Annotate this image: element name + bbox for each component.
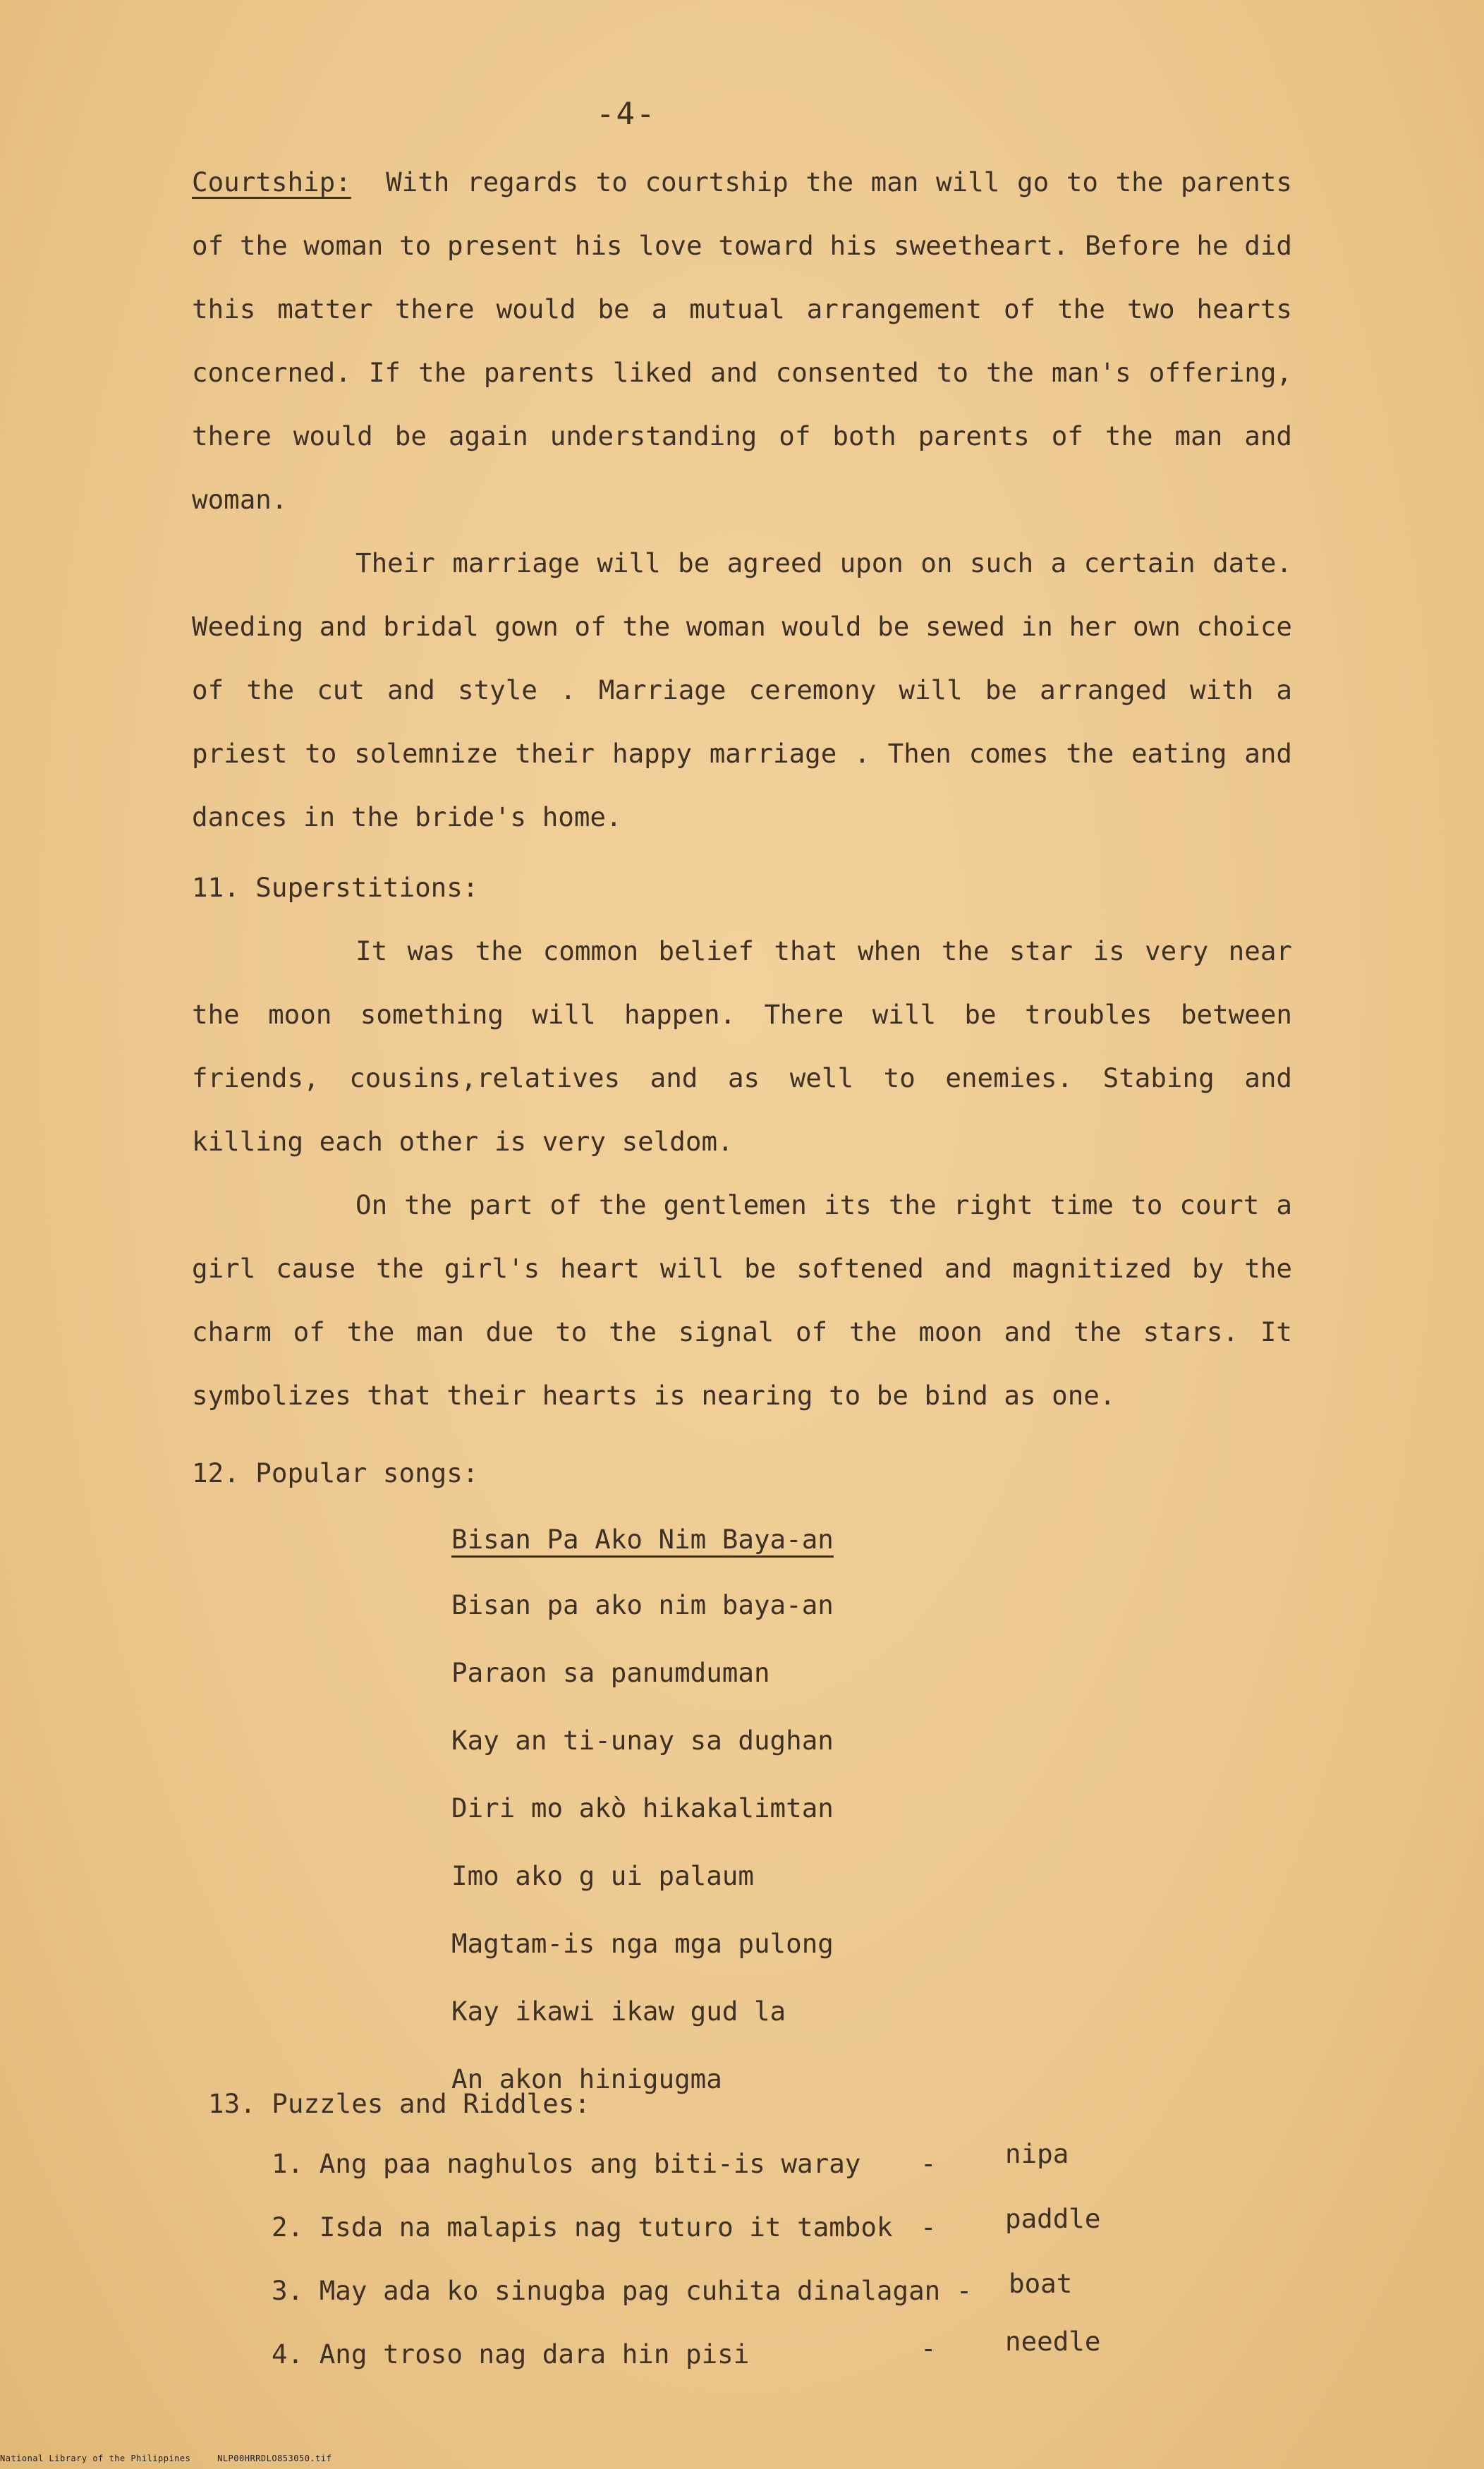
song-line: Kay an ti-unay sa dughan	[451, 1725, 834, 1756]
riddle-dash: -	[920, 2333, 937, 2364]
riddle-answer: boat	[1009, 2268, 1073, 2299]
superstitions-paragraph-1: It was the common belief that when the star is very near the moon something will happen. There will be troubles between friends, cousins,relatives and as well to enemies. Stabing and killing each other is very seldom.	[192, 935, 1292, 1157]
footer-institution: National Library of the Philippines	[0, 2453, 191, 2463]
footer-filename: NLP00HRRDLO853050.tif	[217, 2453, 332, 2463]
riddle-answer: needle	[1005, 2326, 1101, 2357]
riddle-dash: -	[920, 2148, 937, 2179]
superstitions-heading: 11. Superstitions:	[192, 872, 479, 903]
song-lyrics	[451, 1571, 834, 2113]
riddles-heading: 13. Puzzles and Riddles:	[208, 2088, 590, 2119]
song-line: Kay ikawi ikaw gud la	[451, 1996, 786, 2027]
riddle-question: 1. Ang paa naghulos ang biti-is waray	[272, 2148, 861, 2179]
song-line: Bisan pa ako nim baya-an	[451, 1589, 834, 1620]
riddle-answer: paddle	[1005, 2203, 1101, 2234]
riddle-dash: -	[920, 2212, 937, 2243]
riddle-question: 2. Isda na malapis nag tuturo it tambok	[272, 2212, 893, 2243]
song-line: Magtam-is nga mga pulong	[451, 1928, 834, 1959]
song-line: Paraon sa panumduman	[451, 1657, 770, 1688]
courtship-text: With regards to courtship the man will go to the parents of the woman to present his love toward his sweetheart. Before he did this matter there would be a mutual arrangement of the two hearts concerned. If the parents liked and consented to the man's offering, there would be again understanding of both parents of the man and woman.	[192, 166, 1292, 515]
song-line: An akon hinigugma	[451, 2063, 722, 2094]
riddle-question: 3. May ada ko sinugba pag cuhita dinalagan -	[272, 2275, 973, 2306]
song-line: Imo ako g ui palaum	[451, 1860, 754, 1891]
courtship-label: Courtship:	[192, 166, 351, 198]
song-line: Diri mo akò hikakalimtan	[451, 1792, 834, 1824]
riddle-question: 4. Ang troso nag dara hin pisi	[272, 2338, 750, 2370]
scan-footer	[0, 2453, 332, 2463]
page-number: -4-	[596, 96, 657, 132]
song-title: Bisan Pa Ako Nim Baya-an	[451, 1524, 834, 1555]
marriage-paragraph: Their marriage will be agreed upon on such a certain date. Weeding and bridal gown of the woman would be sewed in her own choice of the cut and style . Marriage ceremony will be arranged with a priest to solemnize their happy marriage . Then comes the eating and dances in the bride's home.	[192, 547, 1292, 832]
riddle-answer: nipa	[1005, 2138, 1069, 2169]
songs-heading: 12. Popular songs:	[192, 1457, 479, 1488]
superstitions-paragraph-2: On the part of the gentlemen its the right time to court a girl cause the girl's heart will be softened and magnitized by the charm of the man due to the signal of the moon and the stars. It symbolizes that their hearts is nearing to be bind as one.	[192, 1189, 1292, 1411]
courtship-paragraph	[192, 150, 1292, 531]
